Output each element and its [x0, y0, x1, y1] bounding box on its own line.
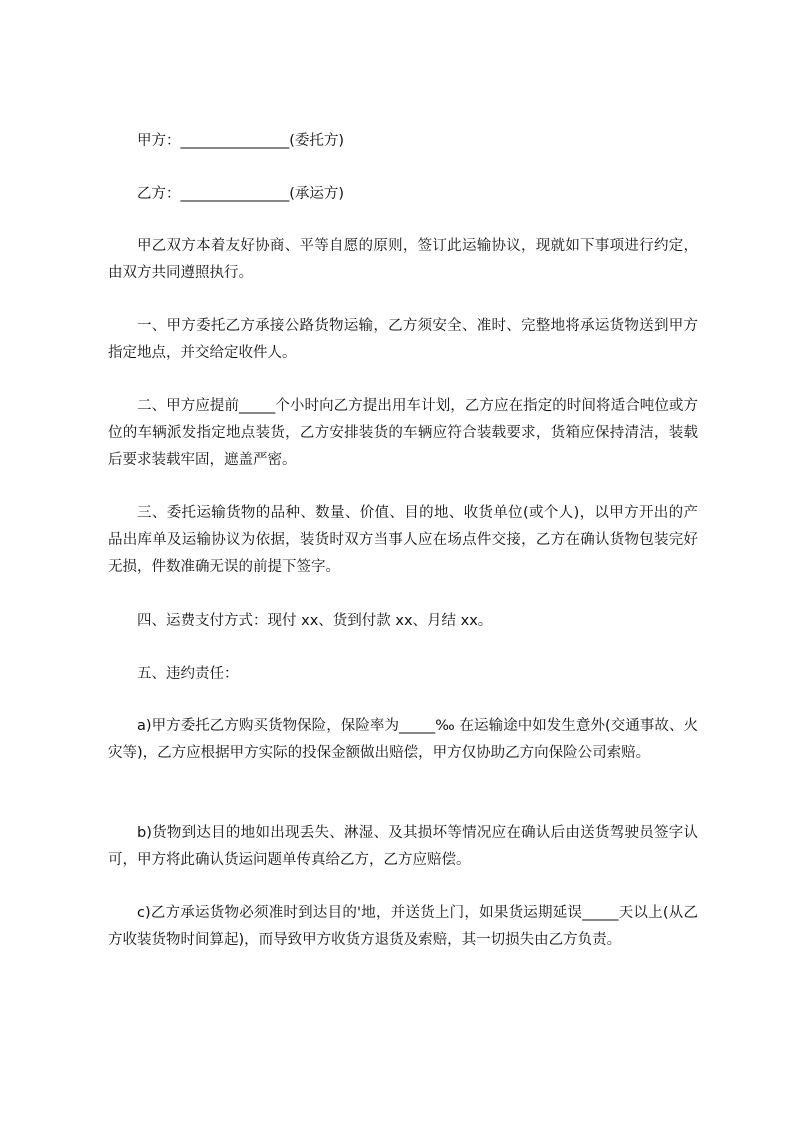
clause-5-title: 五、违约责任：	[137, 666, 239, 682]
clause-2: 二、甲方应提前_____个小时向乙方提出用车计划，乙方应在指定的时间将适合吨位或方位的车辆派发指定地点装货，乙方安排装货的车辆应符合装载要求，货箱应保持清洁，装载后要求装载牢固，遮盖严密。	[108, 398, 698, 468]
clause-1: 一、甲方委托乙方承接公路货物运输，乙方须安全、准时、完整地将承运货物送到甲方指定地点，并交给定收件人。	[108, 318, 698, 361]
party-a-line: 甲方：_______________(委托方)	[137, 133, 345, 149]
clause-4: 四、运费支付方式：现付 xx、货到付款 xx、月结 xx。	[137, 613, 493, 629]
clause-3: 三、委托运输货物的品种、数量、价值、目的地、收货单位(或个人)，以甲方开出的产品出库单及运输协议为依据，装货时双方当事人应在场点件交接，乙方在确认货物包装完好无损，件数准确无误的前提下签字。	[108, 505, 698, 575]
party-b-line: 乙方：_______________(承运方)	[137, 186, 345, 202]
intro-paragraph: 甲乙双方本着友好协商、平等自愿的原则，签订此运输协议，现就如下事项进行约定，由双方共同遵照执行。	[108, 238, 698, 281]
clause-5c: c)乙方承运货物必须准时到达目的'地，并送货上门，如果货运期延误_____天以上(从乙方收装货物时间算起)，而导致甲方收货方退货及索赔，其一切损失由乙方负责。	[108, 905, 698, 948]
clause-5b: b)货物到达目的地如出现丢失、淋湿、及其损坏等情况应在确认后由送货驾驶员签字认可，甲方将此确认货运问题单传真给乙方，乙方应赔偿。	[108, 825, 698, 868]
clause-5a: a)甲方委托乙方购买货物保险，保险率为_____‰ 在运输途中如发生意外(交通事故、火灾等)，乙方应根据甲方实际的投保金额做出赔偿，甲方仅协助乙方向保险公司索赔。	[108, 718, 698, 761]
